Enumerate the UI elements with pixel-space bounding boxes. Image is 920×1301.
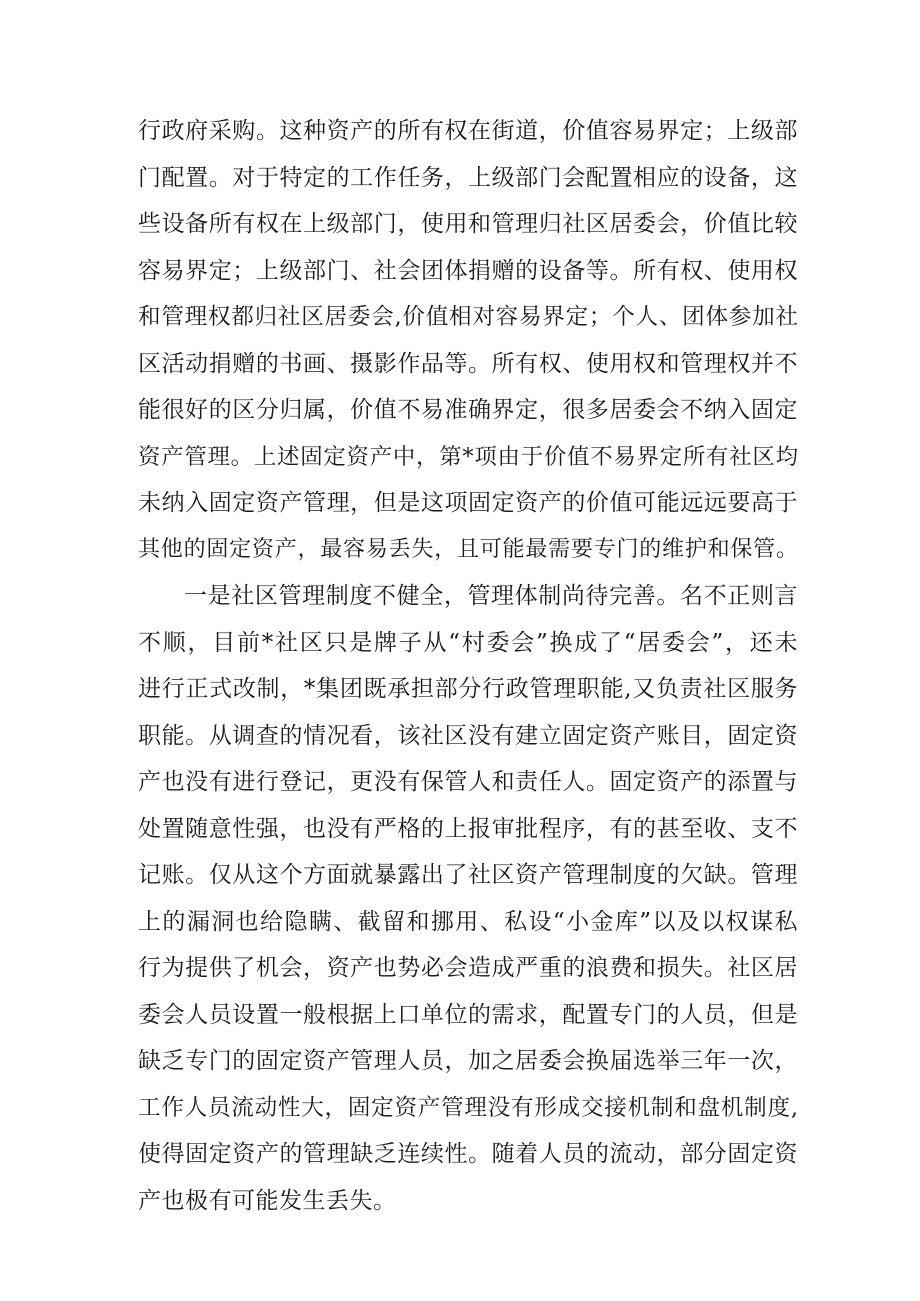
text-line: 不顺，目前*社区只是牌子从“村委会”换成了“居委会”，还未 <box>138 629 798 656</box>
text-line: 工作人员流动性大，固定资产管理没有形成交接机制和盘机制度, <box>138 1094 798 1121</box>
text-line: 门配置。对于特定的工作任务，上级部门会配置相应的设备，这 <box>138 164 798 191</box>
text-line: 职能。从调查的情况看，该社区没有建立固定资产账目，固定资 <box>138 722 798 749</box>
text-line: 产也没有进行登记，更没有保管人和责任人。固定资产的添置与 <box>138 769 798 795</box>
text-line: 委会人员设置一般根据上口单位的需求，配置专门的人员，但是 <box>138 1001 798 1028</box>
text-line: 处置随意性强，也没有严格的上报审批程序，有的甚至收、支不 <box>138 815 798 842</box>
text-line: 行为提供了机会，资产也势必会造成严重的浪费和损失。社区居 <box>138 955 798 981</box>
text-line: 缺乏专门的固定资产管理人员，加之居委会换届选举三年一次， <box>138 1048 798 1074</box>
text-line: 上的漏洞也给隐瞒、截留和挪用、私设“小金库”以及以权谋私 <box>138 908 798 935</box>
text-line: 容易界定；上级部门、社会团体捐赠的设备等。所有权、使用权 <box>138 257 798 284</box>
text-line: 和管理权都归社区居委会,价值相对容易界定；个人、团体参加社 <box>138 304 798 330</box>
document-body <box>138 108 798 1224</box>
text-line: 使得固定资产的管理缺乏连续性。随着人员的流动，部分固定资 <box>138 1141 798 1167</box>
paragraph-end-line: 产也极有可能发生丢失。 <box>138 1187 397 1214</box>
text-line: 记账。仅从这个方面就暴露出了社区资产管理制度的欠缺。管理 <box>138 862 798 888</box>
text-line: 资产管理。上述固定资产中，第*项由于价值不易界定所有社区均 <box>138 443 798 470</box>
text-line: 能很好的区分归属，价值不易准确界定，很多居委会不纳入固定 <box>138 397 798 423</box>
text-line: 行政府采购。这种资产的所有权在街道，价值容易界定；上级部 <box>138 118 798 144</box>
text-line: 未纳入固定资产管理，但是这项固定资产的价值可能远远要高于 <box>138 490 798 516</box>
text-line: 其他的固定资产，最容易丢失，且可能最需要专门的维护和保管。 <box>138 536 798 562</box>
paragraph-start-line: 一是社区管理制度不健全，管理体制尚待完善。名不正则言 <box>184 583 798 609</box>
text-line: 进行正式改制，*集团既承担部分行政管理职能,又负责社区服务 <box>138 676 798 702</box>
text-line: 些设备所有权在上级部门，使用和管理归社区居委会，价值比较 <box>138 211 798 237</box>
text-line: 区活动捐赠的书画、摄影作品等。所有权、使用权和管理权并不 <box>138 350 798 377</box>
